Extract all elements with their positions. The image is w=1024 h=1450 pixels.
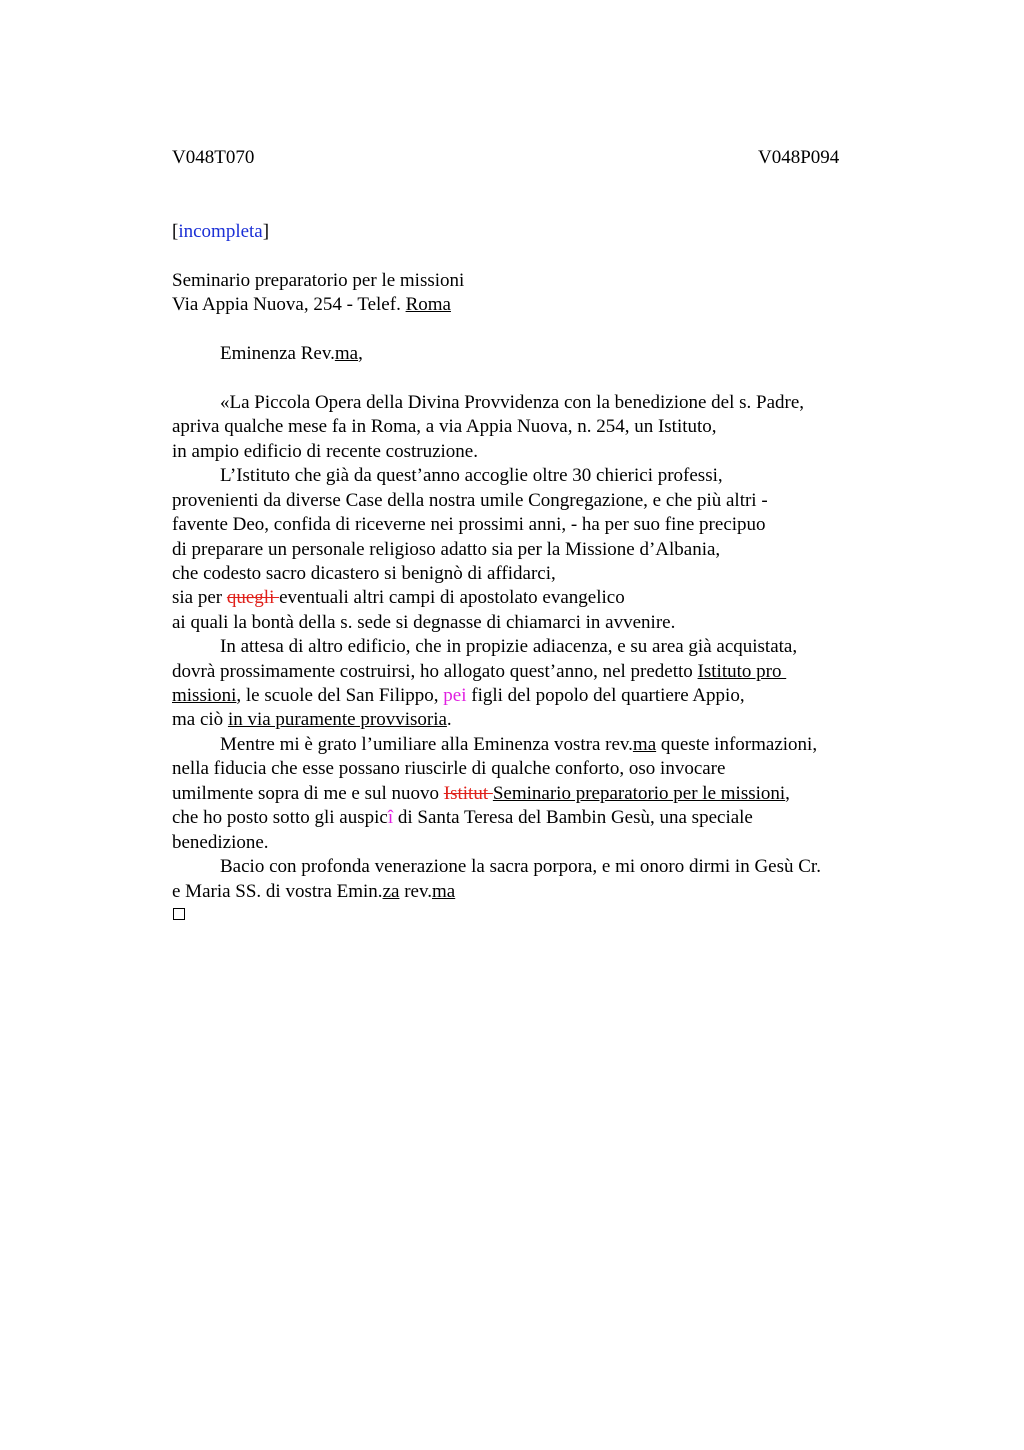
text-run: , le scuole del San Filippo, (236, 685, 444, 706)
body-line: che codesto sacro dicastero si benignò di affidarci, (172, 563, 556, 584)
underlined-text: ma (431, 881, 456, 902)
body-line (172, 660, 786, 684)
body-line (172, 708, 452, 732)
text-run: che ho posto sotto gli auspic (172, 807, 388, 828)
letterhead-address: Via Appia Nuova, 254 - Telef. (172, 294, 406, 315)
letterhead-city: Roma (405, 294, 451, 315)
document-code-right: V048P094 (758, 147, 840, 168)
letterhead-line-1: Seminario preparatorio per le missioni (172, 270, 465, 291)
body-line (172, 782, 790, 806)
status-note (172, 220, 269, 244)
underlined-text: in via puramente provvisoria (227, 709, 447, 730)
text-run: e Maria SS. di vostra Emin. (172, 881, 383, 902)
status-bracket-close: ] (262, 221, 270, 242)
body-line: provenienti da diverse Case della nostra umile Congregazione, e che più altri - (172, 490, 768, 511)
salutation-text: Eminenza Rev. (220, 343, 335, 364)
body-line (172, 586, 625, 610)
status-bracket-open: [ (172, 221, 179, 242)
body-line: in ampio edificio di recente costruzione. (172, 441, 478, 462)
body-line: L’Istituto che già da quest’anno accoglie oltre 30 chierici professi, (220, 465, 723, 486)
text-run: dovrà prossimamente costruirsi, ho allogato quest’anno, nel predetto (172, 661, 698, 682)
body-line: benedizione. (172, 832, 269, 853)
letterhead-line-2 (172, 293, 451, 317)
salutation (220, 342, 363, 366)
deleted-text: quegli (226, 587, 280, 608)
body-line: favente Deo, confida di riceverne nei prossimi anni, - ha per suo fine precipuo (172, 514, 766, 535)
highlighted-text: î (387, 807, 394, 828)
salutation-abbr: ma (334, 343, 359, 364)
document-code-left: V048T070 (172, 147, 255, 168)
text-run: umilmente sopra di me e sul nuovo (172, 783, 444, 804)
text-run: figli del popolo del quartiere Appio, (466, 685, 745, 706)
body-line: apriva qualche mese fa in Roma, a via Appia Nuova, n. 254, un Istituto, (172, 416, 717, 437)
text-run: di Santa Teresa del Bambin Gesù, una speciale (393, 807, 753, 828)
body-line (220, 733, 817, 757)
body-line (172, 880, 455, 904)
highlighted-text: pei (443, 685, 467, 706)
document-page (172, 0, 892, 1450)
body-line: «La Piccola Opera della Divina Provvidenza con la benedizione del s. Padre, (220, 392, 805, 413)
text-run: queste informazioni, (656, 734, 818, 755)
body-line: In attesa di altro edificio, che in propizie adiacenza, e su area già acquistata, (220, 636, 798, 657)
body-line: nella fiducia che esse possano riuscirle di qualche conforto, oso invocare (172, 758, 726, 779)
body-line: di preparare un personale religioso adatto sia per la Missione d’Albania, (172, 539, 721, 560)
underlined-text: ma (632, 734, 657, 755)
body-line (172, 806, 753, 830)
body-line (172, 684, 745, 708)
text-run: , (785, 783, 790, 804)
body-line: ai quali la bontà della s. sede si degnasse di chiamarci in avvenire. (172, 612, 676, 633)
text-run: rev. (399, 881, 432, 902)
text-run: ma ciò (172, 709, 228, 730)
deleted-text: Istitut (443, 783, 493, 804)
status-label: incompleta (178, 221, 263, 242)
underlined-text: missioni (172, 685, 237, 706)
text-run: sia per (172, 587, 227, 608)
text-run: . (446, 709, 452, 730)
text-run: Mentre mi è grato l’umiliare alla Eminenza vostra rev. (220, 734, 633, 755)
body-line: Bacio con profonda venerazione la sacra porpora, e mi onoro dirmi in Gesù Cr. (220, 856, 821, 877)
text-run: eventuali altri campi di apostolato evangelico (279, 587, 625, 608)
end-marker-box-icon (173, 908, 185, 920)
underlined-text: za (382, 881, 400, 902)
underlined-text: Istituto pro (697, 661, 787, 682)
salutation-comma: , (358, 343, 363, 364)
underlined-text: Seminario preparatorio per le missioni (492, 783, 786, 804)
